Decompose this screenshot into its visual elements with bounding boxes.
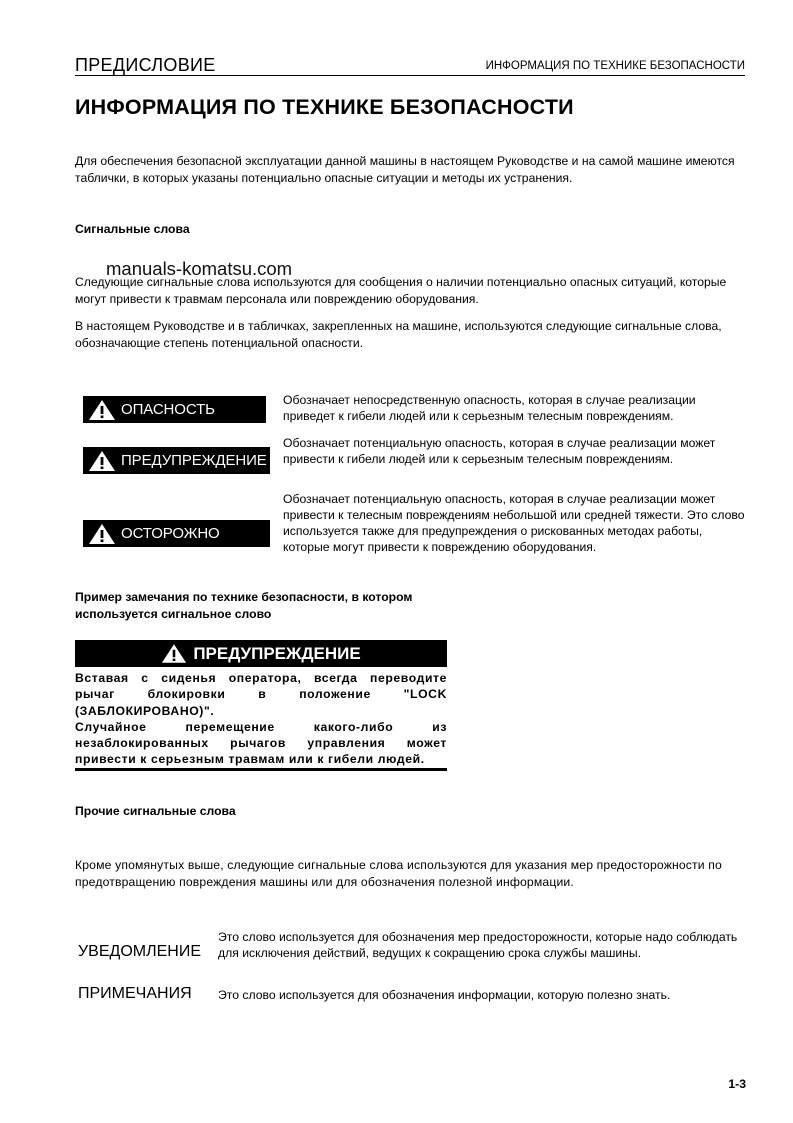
warning-badge	[83, 447, 270, 474]
example-bottom-rule	[75, 768, 447, 771]
other-words-intro: Кроме упомянутых выше, следующие сигнальные слова используются для указания мер предосторожности по предотвращению повреждения машины или для обозначения полезной информации.	[75, 858, 722, 889]
signal-words-paragraph-1: Следующие сигнальные слова используются для сообщения о наличии потенциально опасных ситуаций, которые могут привести к травмам персонала или повреждению оборудования.	[75, 275, 727, 306]
caution-badge	[83, 520, 270, 547]
header-topic: ИНФОРМАЦИЯ ПО ТЕХНИКЕ БЕЗОПАСНОСТИ	[485, 60, 745, 72]
warning-triangle-icon	[88, 399, 116, 421]
danger-badge-label: ОПАСНОСТЬ	[121, 401, 215, 418]
caution-badge-label: ОСТОРОЖНО	[121, 525, 220, 542]
danger-badge	[83, 396, 266, 423]
warning-triangle-icon	[88, 523, 116, 545]
page-number: 1-3	[728, 1077, 746, 1091]
example-heading: Пример замечания по технике безопасности, в котором используется сигнальное слово	[75, 590, 413, 621]
warning-description: Обозначает потенциальную опасность, которая в случае реализации может привести к гибели людей или к серьезным телесным повреждениям.	[283, 436, 716, 466]
watermark: manuals-komatsu.com	[106, 258, 293, 279]
warning-triangle-icon	[161, 643, 187, 664]
example-warning-text-2: Случайное перемещение какого-либо из незаблокированных рычагов управления может привести к серьезным травмам или к гибели людей.	[75, 719, 447, 767]
remarks-word: ПРИМЕЧАНИЯ	[78, 985, 192, 1002]
header-rule	[75, 75, 745, 76]
signal-words-paragraph-2: В настоящем Руководстве и в табличках, закрепленных на машине, используются следующие сигнальные слова, обозначающие степень потенциальной опасности.	[75, 319, 722, 350]
page-title: ИНФОРМАЦИЯ ПО ТЕХНИКЕ БЕЗОПАСНОСТИ	[75, 95, 574, 119]
danger-description: Обозначает непосредственную опасность, которая в случае реализации приведет к гибели людей или к серьезным телесным повреждениям.	[283, 393, 696, 423]
example-warning-text-1: Вставая с сиденья оператора, всегда переводите рычаг блокировки в положение "LOCK (ЗАБЛОКИРОВАНО)".	[75, 671, 447, 718]
intro-paragraph: Для обеспечения безопасной эксплуатации данной машины в настоящем Руководстве и на самой машине имеются таблички, в которых указаны потенциально опасные ситуации и методы их устранения.	[75, 154, 735, 185]
header-section-title: ПРЕДИСЛОВИЕ	[75, 55, 216, 75]
example-warning-label: ПРЕДУПРЕЖДЕНИЕ	[193, 643, 361, 663]
other-words-heading: Прочие сигнальные слова	[75, 804, 236, 818]
remarks-description: Это слово используется для обозначения информации, которую полезно знать.	[218, 988, 671, 1002]
warning-triangle-icon	[88, 450, 116, 472]
notice-word: УВЕДОМЛЕНИЕ	[78, 943, 202, 960]
example-warning-text	[75, 670, 447, 768]
example-warning-bar	[75, 640, 447, 667]
caution-description: Обозначает потенциальную опасность, которая в случае реализации может привести к телесным повреждениям небольшой или средней тяжести. Это слово используется также для предупреждения о рискованных методах работы, которые могут привести к повреждению оборудования.	[283, 492, 745, 554]
warning-badge-label: ПРЕДУПРЕЖДЕНИЕ	[121, 452, 267, 469]
signal-words-heading: Сигнальные слова	[75, 222, 190, 236]
notice-description: Это слово используется для обозначения мер предосторожности, которые надо соблюдать для исключения действий, ведущих к сокращению срока службы машины.	[218, 930, 738, 960]
